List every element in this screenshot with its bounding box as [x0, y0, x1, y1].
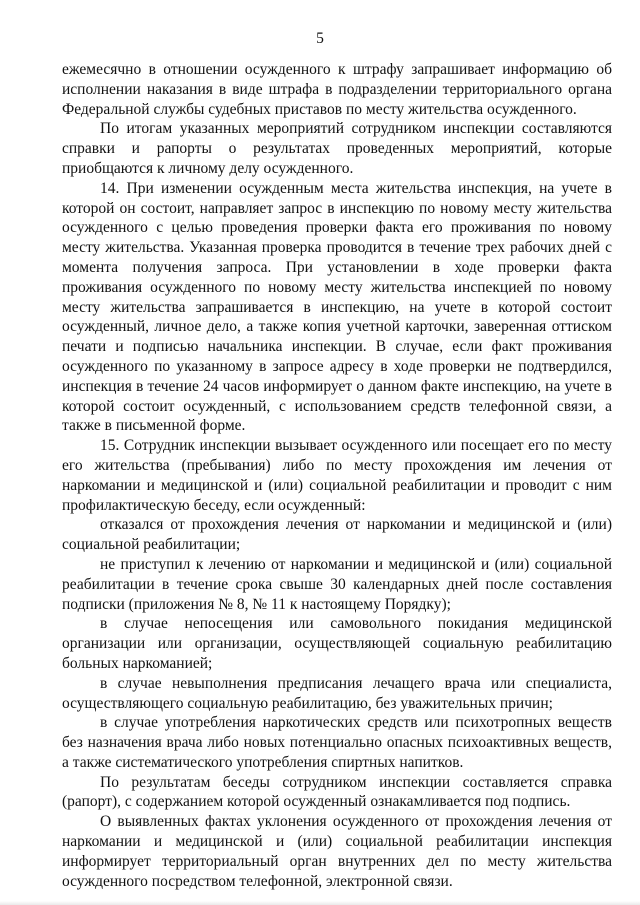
paragraph-item-14: 14. При изменении осужденным места жительства инспекция, на учете в которой он состоит, направляет запрос в инспекцию по новому месту жительства осужденного с целью проведения проверки факта его проживания по новому месту жительства. Указанная проверка проводится в течение трех рабочих дней с момента получения запроса. При установлении в ходе проверки факта проживания осужденного по новому месту жительства инспекцией по новому месту жительства запрашивается в инспекцию, на учете в которой состоит осужденный, личное дело, а также копия учетной карточки, заверенная оттиском печати и подписью начальника инспекции. В случае, если факт проживания осужденного по указанному в запросе адресу в ходе проверки не подтвердился, инспекция в течение 24 часов информирует о данном факте инспекцию, на учете в которой состоит осужденный, с использованием средств телефонной связи, а также в письменной форме. — [62, 179, 612, 435]
paragraph-item-15: 15. Сотрудник инспекции вызывает осужденного или посещает его по месту его жительства (пребывания) либо по месту прохождения им лечения от наркомании и медицинской и (или) социальной реабилитации и проводит с ним профилактическую беседу, если осужденный: — [62, 437, 612, 514]
list-item-refused-treatment: отказался от прохождения лечения от наркомании и медицинской и (или) социальной реабилитации; — [62, 516, 612, 554]
list-item-non-attendance: в случае непосещения или самовольного покидания медицинской организации или организации, осуществляющей социальную реабилитацию больных наркоманией; — [62, 615, 612, 672]
document-body — [62, 60, 612, 891]
page-number: 5 — [316, 30, 324, 47]
list-item-substance-use: в случае употребления наркотических средств или психотропных веществ без назначения врача либо новых потенциально опасных психоактивных веществ, а также систематического употребления спиртных напитков. — [62, 714, 612, 771]
list-item-non-compliance: в случае невыполнения предписания лечащего врача или специалиста, осуществляющего социальную реабилитацию, без уважительных причин; — [62, 674, 612, 712]
paragraph-evasion-facts: О выявленных фактах уклонения осужденного от прохождения лечения от наркомании и медицинской и (или) социальной реабилитации инспекция информирует территориальный орган внутренних дел по месту жительства осужденного посредством телефонной, электронной связи. — [62, 813, 612, 890]
paragraph-conversation-results: По результатам беседы сотрудником инспекции составляется справка (рапорт), с содержанием которой осужденный ознакамливается под подпись. — [62, 773, 612, 811]
scan-bottom-edge — [0, 901, 640, 905]
paragraph-continuation: ежемесячно в отношении осужденного к штрафу запрашивает информацию об исполнении наказания в виде штрафа в подразделении территориального органа Федеральной службы судебных приставов по месту жительства осужденного. — [62, 61, 612, 118]
paragraph-reports: По итогам указанных мероприятий сотрудником инспекции составляются справки и рапорты о результатах проведенных мероприятий, которые приобщаются к личному делу осужденного. — [62, 120, 612, 177]
list-item-not-started-treatment: не приступил к лечению от наркомании и медицинской и (или) социальной реабилитации в течение срока свыше 30 календарных дней после составления подписки (приложения № 8, № 11 к настоящему Порядку); — [62, 555, 612, 613]
